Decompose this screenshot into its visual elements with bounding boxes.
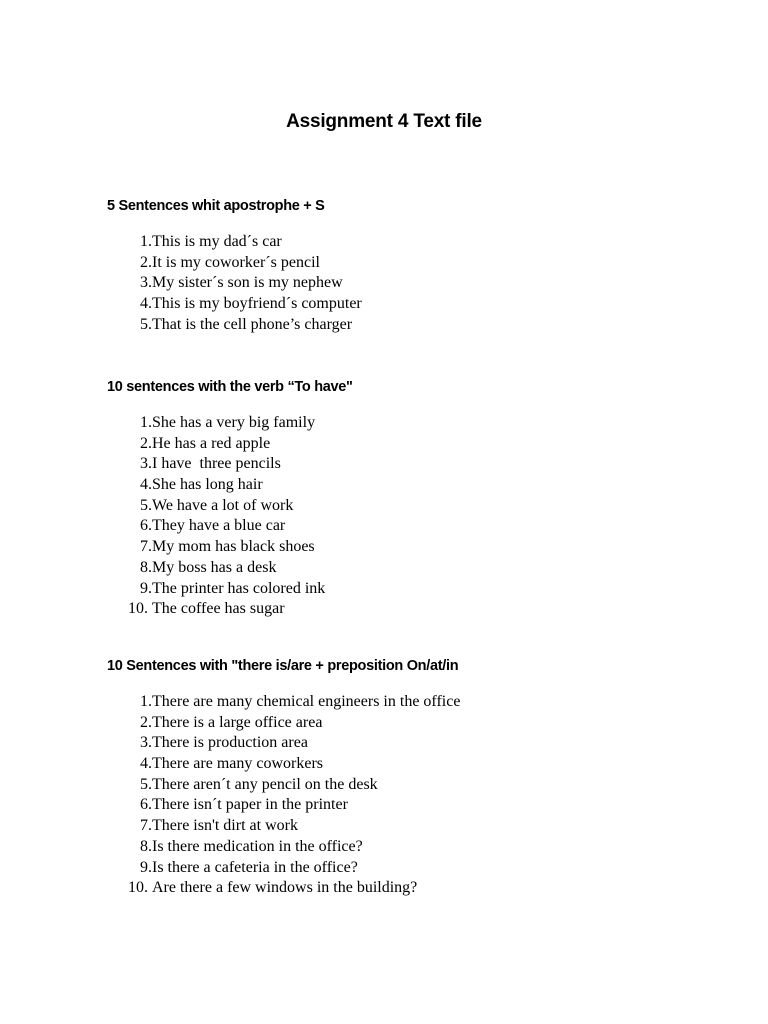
item-number: 10. bbox=[128, 879, 148, 897]
item-text: There are many coworkers bbox=[152, 755, 324, 773]
list-item bbox=[107, 579, 747, 600]
item-number: 8. bbox=[140, 558, 152, 576]
section-heading: 5 Sentences whit apostrophe + S bbox=[107, 198, 325, 214]
item-text: She has long hair bbox=[152, 476, 263, 494]
item-number: 2. bbox=[140, 434, 152, 452]
item-text: She has a very big family bbox=[152, 414, 316, 431]
item-number: 6. bbox=[140, 796, 152, 814]
item-text: My mom has black shoes bbox=[152, 538, 315, 556]
item-text: Is there medication in the office? bbox=[152, 837, 363, 855]
list-item bbox=[107, 232, 747, 253]
list-item bbox=[107, 434, 747, 455]
item-number: 1. bbox=[140, 414, 152, 431]
list-item bbox=[107, 273, 747, 294]
list-item bbox=[107, 315, 747, 336]
list-item bbox=[107, 795, 747, 816]
item-number: 4. bbox=[140, 755, 152, 773]
list-item bbox=[107, 294, 747, 315]
item-text: There is a large office area bbox=[152, 713, 323, 731]
item-text: My boss has a desk bbox=[152, 558, 277, 576]
list-item bbox=[107, 692, 747, 713]
item-text: There isn't dirt at work bbox=[152, 817, 298, 835]
item-text: My sister´s son is my nephew bbox=[152, 274, 343, 292]
list-item bbox=[107, 816, 747, 837]
list-item bbox=[107, 713, 747, 734]
item-text: This is my boyfriend´s computer bbox=[152, 295, 362, 313]
item-text: There is production area bbox=[152, 734, 308, 752]
list-item bbox=[107, 413, 747, 434]
list-item bbox=[107, 858, 747, 879]
item-text: He has a red apple bbox=[152, 434, 271, 452]
list-item bbox=[107, 537, 747, 558]
sentence-list bbox=[107, 413, 747, 620]
list-item bbox=[107, 837, 747, 858]
sentence-list bbox=[107, 692, 747, 899]
item-text: We have a lot of work bbox=[152, 496, 294, 514]
item-number: 9. bbox=[140, 858, 152, 876]
list-item bbox=[107, 516, 747, 537]
item-number: 10. bbox=[128, 600, 148, 618]
list-item bbox=[107, 775, 747, 796]
section-heading: 10 sentences with the verb “To have" bbox=[107, 379, 353, 395]
item-text: It is my coworker´s pencil bbox=[152, 253, 320, 271]
section-to-have bbox=[107, 377, 747, 620]
item-number: 4. bbox=[140, 295, 152, 313]
item-number: 1. bbox=[140, 233, 152, 250]
list-item bbox=[107, 454, 747, 475]
list-item bbox=[107, 496, 747, 517]
item-text: Is there a cafeteria in the office? bbox=[152, 858, 358, 876]
item-number: 3. bbox=[140, 274, 152, 292]
item-text: Are there a few windows in the building? bbox=[152, 879, 418, 897]
document-title: Assignment 4 Text file bbox=[286, 111, 482, 132]
list-item bbox=[107, 475, 747, 496]
item-number: 2. bbox=[140, 713, 152, 731]
item-text: This is my dad´s car bbox=[152, 233, 282, 250]
list-item bbox=[107, 558, 747, 579]
item-text: That is the cell phone’s charger bbox=[152, 315, 353, 333]
item-number: 8. bbox=[140, 837, 152, 855]
list-item bbox=[107, 599, 747, 620]
section-there-is-are bbox=[107, 656, 747, 899]
item-number: 9. bbox=[140, 579, 152, 597]
item-text: The printer has colored ink bbox=[152, 579, 326, 597]
item-number: 7. bbox=[140, 817, 152, 835]
item-number: 3. bbox=[140, 455, 152, 473]
section-heading: 10 Sentences with "there is/are + preposition On/at/in bbox=[107, 658, 459, 674]
item-number: 3. bbox=[140, 734, 152, 752]
item-text: There aren´t any pencil on the desk bbox=[152, 775, 378, 793]
item-number: 1. bbox=[140, 693, 152, 710]
item-number: 5. bbox=[140, 775, 152, 793]
item-text: There isn´t paper in the printer bbox=[152, 796, 348, 814]
item-text: I have three pencils bbox=[152, 455, 281, 473]
list-item bbox=[107, 878, 747, 899]
item-number: 7. bbox=[140, 538, 152, 556]
section-apostrophe-s bbox=[107, 196, 747, 335]
item-number: 5. bbox=[140, 315, 152, 333]
item-text: There are many chemical engineers in the office bbox=[152, 693, 461, 710]
item-text: They have a blue car bbox=[152, 517, 286, 535]
item-text: The coffee has sugar bbox=[152, 600, 285, 618]
list-item bbox=[107, 754, 747, 775]
sentence-list bbox=[107, 232, 747, 335]
item-number: 2. bbox=[140, 253, 152, 271]
list-item bbox=[107, 733, 747, 754]
item-number: 5. bbox=[140, 496, 152, 514]
item-number: 4. bbox=[140, 476, 152, 494]
list-item bbox=[107, 253, 747, 274]
item-number: 6. bbox=[140, 517, 152, 535]
